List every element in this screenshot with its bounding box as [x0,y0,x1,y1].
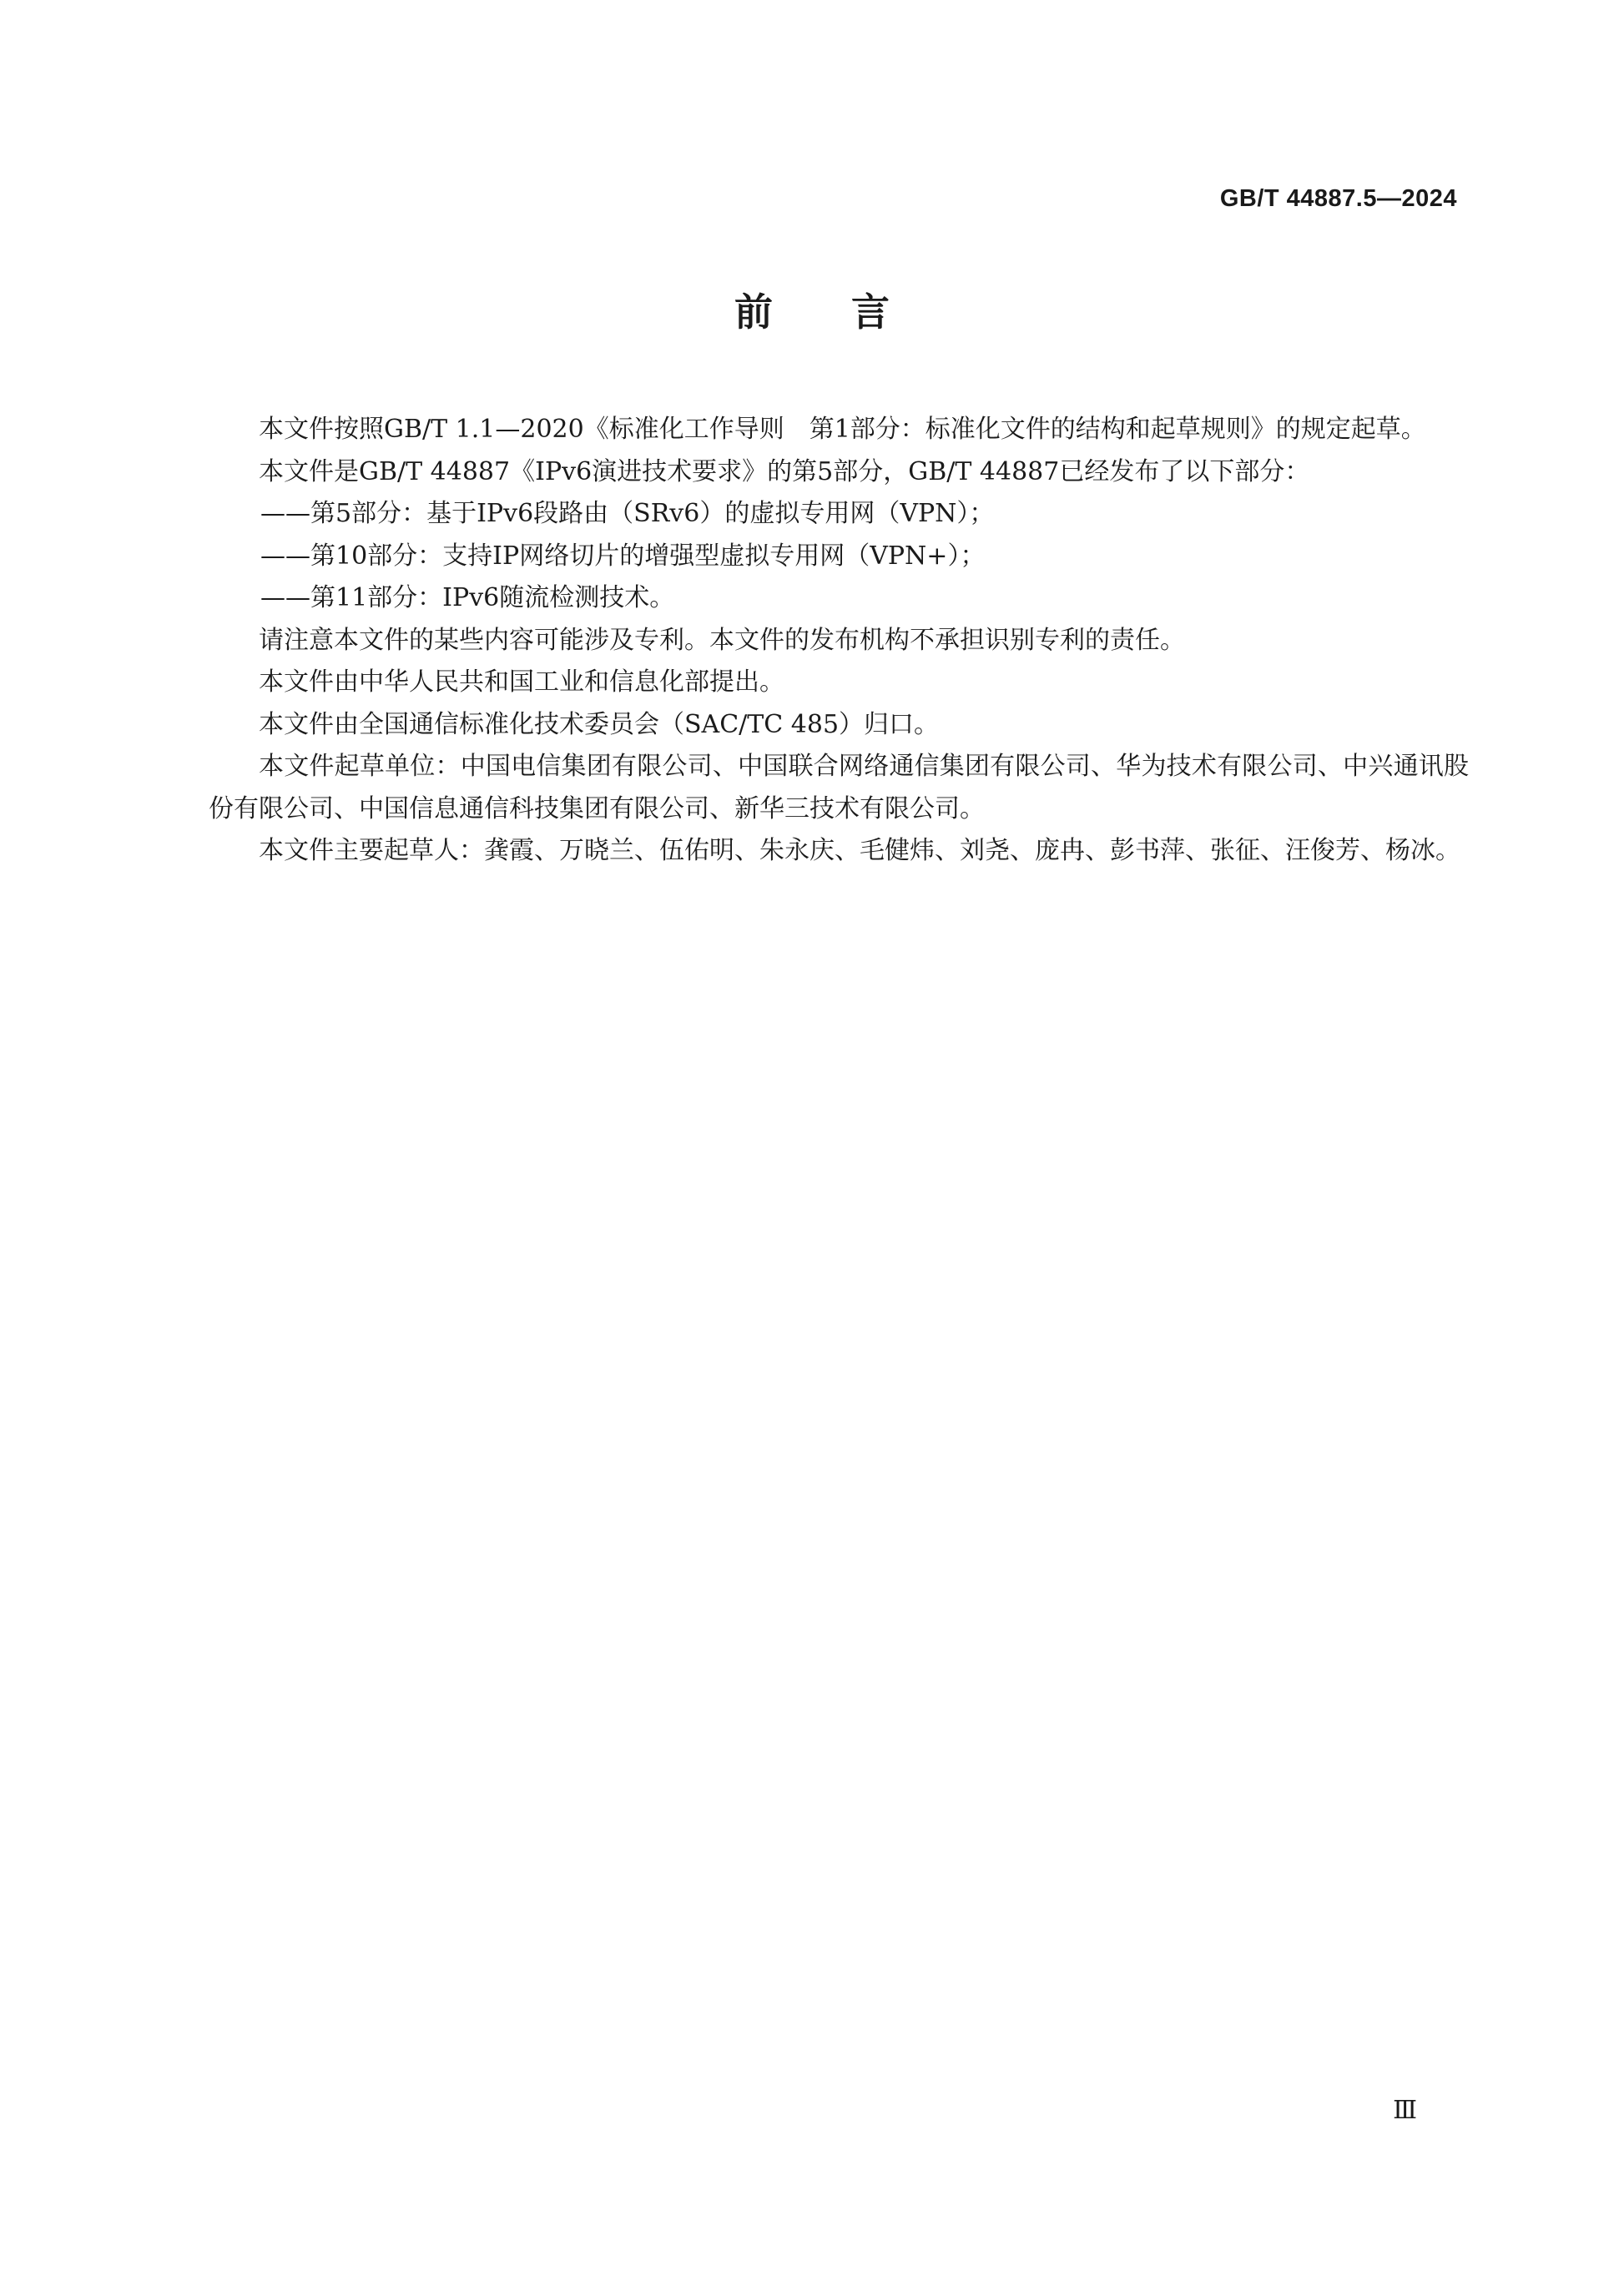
foreword-body [209,409,1469,873]
list-item: ——第10部分：支持IP网络切片的增强型虚拟专用网（VPN+）； [260,541,986,571]
paragraph-drafters: 本文件主要起草人：龚霞、万晓兰、伍佑明、朱永庆、毛健炜、刘尧、庞冉、彭书萍、张征、汪俊芳、杨冰。 [259,836,1460,865]
paragraph-patent-notice: 请注意本文件的某些内容可能涉及专利。本文件的发布机构不承担识别专利的责任。 [259,625,1185,655]
standard-code: GB/T 44887.5—2024 [1219,185,1457,212]
paragraph-series-parts: 本文件是GB/T 44887《IPv6演进技术要求》的第5部分，GB/T 44887已经发布了以下部分： [259,456,1310,486]
list-item: ——第5部分：基于IPv6段路由（SRv6）的虚拟专用网（VPN）； [260,499,995,528]
list-item: ——第11部分：IPv6随流检测技术。 [260,583,675,612]
page-title: 前言 [734,290,968,335]
paragraph-proposer: 本文件由中华人民共和国工业和信息化部提出。 [259,667,784,697]
paragraph-drafting-units: 本文件起草单位：中国电信集团有限公司、中国联合网络通信集团有限公司、华为技术有限公司、中兴通讯股份有限公司、中国信息通信科技集团有限公司、新华三技术有限公司。 [209,752,1469,823]
page-number: Ⅲ [1393,2097,1417,2124]
paragraph-drafting-rules: 本文件按照GB/T 1.1—2020《标准化工作导则 第1部分：标准化文件的结构和起草规则》的规定起草。 [259,415,1426,444]
paragraph-technical-committee: 本文件由全国通信标准化技术委员会（SAC/TC 485）归口。 [259,709,940,739]
